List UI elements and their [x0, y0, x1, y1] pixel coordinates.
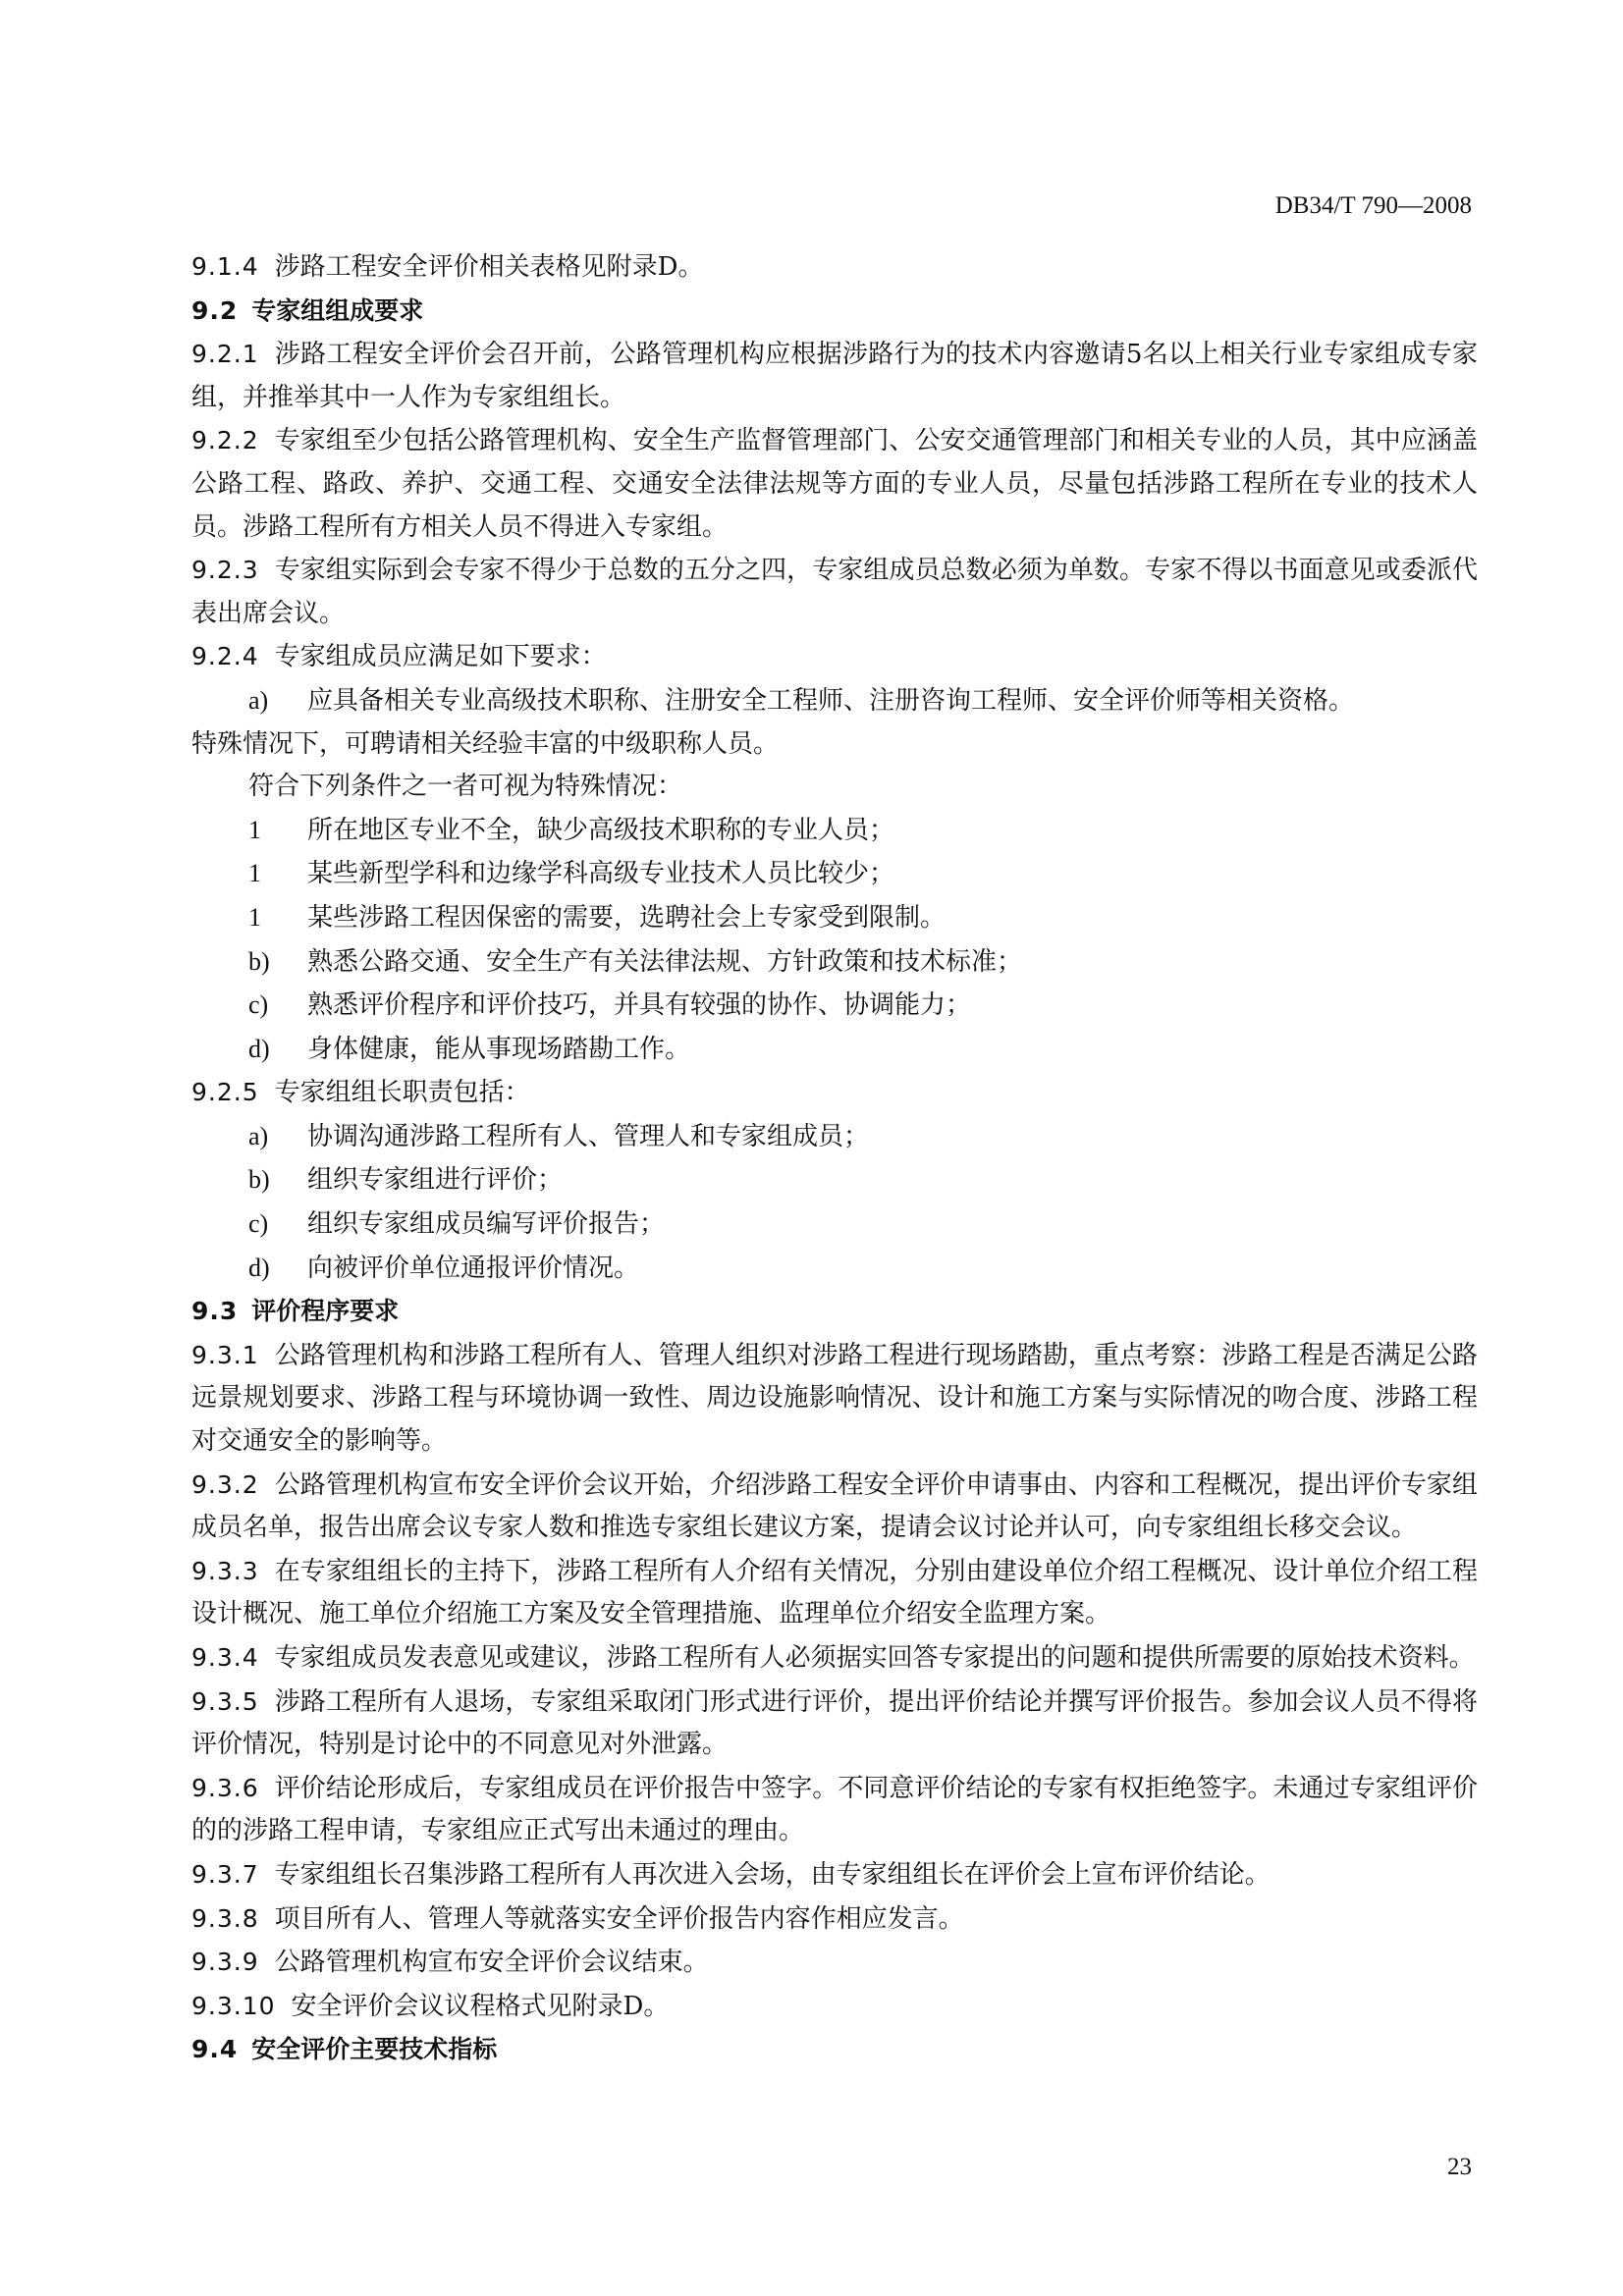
- list-item-text: 某些新型学科和边缘学科高级专业技术人员比较少；: [307, 859, 895, 889]
- clause-text: 专家组组长召集涉路工程所有人再次进入会场，由专家组组长在评价会上宣布评价结论。: [274, 1859, 1271, 1890]
- list-marker: 1: [248, 859, 261, 888]
- clause-number: 9.3.9: [191, 1948, 259, 1977]
- list-marker: b): [248, 946, 270, 976]
- list-item-text: 组织专家组进行评价；: [307, 1165, 564, 1196]
- section-title: 评价程序要求: [251, 1297, 400, 1326]
- list-item-text: 所在地区专业不全，缺少高级技术职称的专业人员；: [307, 815, 895, 845]
- list-marker: d): [248, 1253, 270, 1282]
- list-item: [191, 1028, 1478, 1072]
- list-item-text: 熟悉公路交通、安全生产有关法律法规、方针政策和技术标准；: [307, 946, 1023, 977]
- list-item-text: 应具备相关专业高级技术职称、注册安全工程师、注册咨询工程师、安全评价师等相关资格。: [307, 685, 1355, 716]
- section-number: 9.2: [191, 295, 239, 325]
- list-item: [191, 984, 1478, 1028]
- special-conditions-intro: 符合下列条件之一者可视为特殊情况：: [248, 772, 683, 802]
- clause-text: 在专家组组长的主持下，涉路工程所有人介绍有关情况，分别由建设单位介绍工程概况、设计单位介绍工程设计概况、施工单位介绍施工方案及安全管理措施、监理单位介绍安全监理方案。: [191, 1556, 1478, 1629]
- list-marker: c): [248, 990, 269, 1020]
- section-heading-9-3: [191, 1290, 1478, 1334]
- clause-text: 项目所有人、管理人等就落实安全评价报告内容作相应发言。: [274, 1903, 964, 1934]
- list-item-text: 协调沟通涉路工程所有人、管理人和专家组成员；: [307, 1121, 870, 1151]
- document-code: DB34/T 790—2008: [1274, 192, 1472, 219]
- clause-9-2-1: [191, 333, 1478, 419]
- clause-number: 9.3.2: [191, 1469, 259, 1499]
- list-item-continuation: 特殊情况下，可聘请相关经验丰富的中级职称人员。: [191, 728, 780, 759]
- list-item-text: 身体健康，能从事现场踏勘工作。: [307, 1034, 691, 1064]
- clause-text: 公路管理机构宣布安全评价会议开始，介绍涉路工程安全评价申请事由、内容和工程概况，提出评价专家组成员名单，报告出席会议专家人数和推选专家组长建议方案，提请会议讨论并认可，向专家组组长移交会议。: [191, 1469, 1478, 1543]
- clause-9-2-4: [191, 635, 1478, 679]
- clause-text: 涉路工程安全评价会召开前，公路管理机构应根据涉路行为的技术内容邀请5名以上相关行业专家组成专家组，并推举其中一人作为专家组组长。: [191, 340, 1478, 412]
- page-number: 23: [1447, 2154, 1472, 2180]
- section-title: 专家组组成要求: [251, 295, 424, 325]
- clause-text: 安全评价会议议程格式见附录D。: [291, 1991, 670, 2021]
- clause-9-1-4: [191, 245, 1478, 290]
- clause-text: 涉路工程所有人退场，专家组采取闭门形式进行评价，提出评价结论并撰写评价报告。参加会议人员不得将评价情况，特别是讨论中的不同意见对外泄露。: [191, 1686, 1478, 1760]
- clause-number: 9.3.10: [191, 1991, 276, 2020]
- list-item-text: 向被评价单位通报评价情况。: [307, 1253, 640, 1283]
- list-marker: 1: [248, 815, 261, 844]
- clause-number: 9.2.5: [191, 1078, 259, 1107]
- section-heading-9-2: [191, 290, 1478, 334]
- clause-text: 专家组成员发表意见或建议，涉路工程所有人必须据实回答专家提出的问题和提供所需要的原始技术资料。: [274, 1643, 1475, 1673]
- clause-text: 专家组组长职责包括：: [274, 1078, 530, 1108]
- list-marker: c): [248, 1209, 269, 1239]
- list-item: [191, 1158, 1478, 1202]
- clause-9-3-4: [191, 1636, 1478, 1681]
- clause-number: 9.3.5: [191, 1686, 259, 1716]
- clause-number: 9.3.7: [191, 1859, 259, 1889]
- list-item-text: 某些涉路工程因保密的需要，选聘社会上专家受到限制。: [307, 902, 947, 933]
- list-item-text: 组织专家组成员编写评价报告；: [307, 1209, 666, 1240]
- list-marker: a): [248, 685, 269, 715]
- clause-number: 9.3.8: [191, 1903, 259, 1933]
- section-number: 9.3: [191, 1297, 239, 1326]
- clause-number: 9.2.2: [191, 426, 259, 455]
- clause-9-2-2: [191, 419, 1478, 549]
- clause-9-3-6: [191, 1767, 1478, 1853]
- section-number: 9.4: [191, 2035, 239, 2064]
- list-item: [191, 679, 1478, 723]
- clause-text: 涉路工程安全评价相关表格见附录D。: [274, 252, 704, 282]
- clause-9-3-3: [191, 1550, 1478, 1636]
- clause-text: 公路管理机构和涉路工程所有人、管理人组织对涉路工程进行现场踏勘，重点考察：涉路工程是否满足公路远景规划要求、涉路工程与环境协调一致性、周边设施影响情况、设计和施工方案与实际情况的吻合度、涉路工程对交通安全的影响等。: [191, 1340, 1478, 1457]
- clause-9-3-1: [191, 1334, 1478, 1464]
- clause-number: 9.1.4: [191, 252, 259, 281]
- list-item: [191, 940, 1478, 985]
- list-item: [191, 896, 1478, 940]
- clause-text: 专家组实际到会专家不得少于总数的五分之四，专家组成员总数必须为单数。专家不得以书面意见或委派代表出席会议。: [191, 556, 1478, 628]
- list-item: [191, 1202, 1478, 1247]
- clause-text: 专家组成员应满足如下要求：: [274, 642, 607, 672]
- clause-number: 9.3.4: [191, 1643, 259, 1672]
- clause-9-3-5: [191, 1681, 1478, 1767]
- clause-number: 9.2.1: [191, 340, 259, 369]
- clause-text: 公路管理机构宣布安全评价会议结束。: [274, 1948, 709, 1978]
- section-heading-9-4: [191, 2028, 1478, 2072]
- list-marker: 1: [248, 902, 261, 932]
- section-title: 安全评价主要技术指标: [251, 2035, 498, 2064]
- clause-number: 9.3.6: [191, 1773, 259, 1802]
- clause-9-3-8: [191, 1897, 1478, 1942]
- list-item: [191, 1247, 1478, 1291]
- clause-9-3-9: [191, 1941, 1478, 1985]
- list-item-text: 熟悉评价程序和评价技巧，并具有较强的协作、协调能力；: [307, 990, 972, 1021]
- clause-9-2-5: [191, 1071, 1478, 1115]
- list-item: [191, 852, 1478, 896]
- clause-text: 评价结论形成后，专家组成员在评价报告中签字。不同意评价结论的专家有权拒绝签字。未通过专家组评价的的涉路工程申请，专家组应正式写出未通过的理由。: [191, 1773, 1478, 1846]
- clause-9-3-10: [191, 1985, 1478, 2029]
- list-item: [191, 809, 1478, 853]
- document-body: [191, 245, 1478, 2072]
- list-marker: b): [248, 1165, 270, 1195]
- clause-9-2-3: [191, 549, 1478, 635]
- clause-number: 9.2.3: [191, 556, 259, 585]
- clause-number: 9.3.3: [191, 1556, 259, 1585]
- list-item: [191, 1115, 1478, 1159]
- clause-9-3-2: [191, 1464, 1478, 1550]
- clause-9-3-7: [191, 1853, 1478, 1897]
- clause-text: 专家组至少包括公路管理机构、安全生产监督管理部门、公安交通管理部门和相关专业的人员，其中应涵盖公路工程、路政、养护、交通工程、交通安全法律法规等方面的专业人员，尽量包括涉路工程所在专业的技术人员。涉路工程所有方相关人员不得进入专家组。: [191, 426, 1478, 542]
- list-marker: d): [248, 1034, 270, 1063]
- list-marker: a): [248, 1121, 269, 1150]
- clause-number: 9.2.4: [191, 642, 259, 671]
- clause-number: 9.3.1: [191, 1340, 259, 1369]
